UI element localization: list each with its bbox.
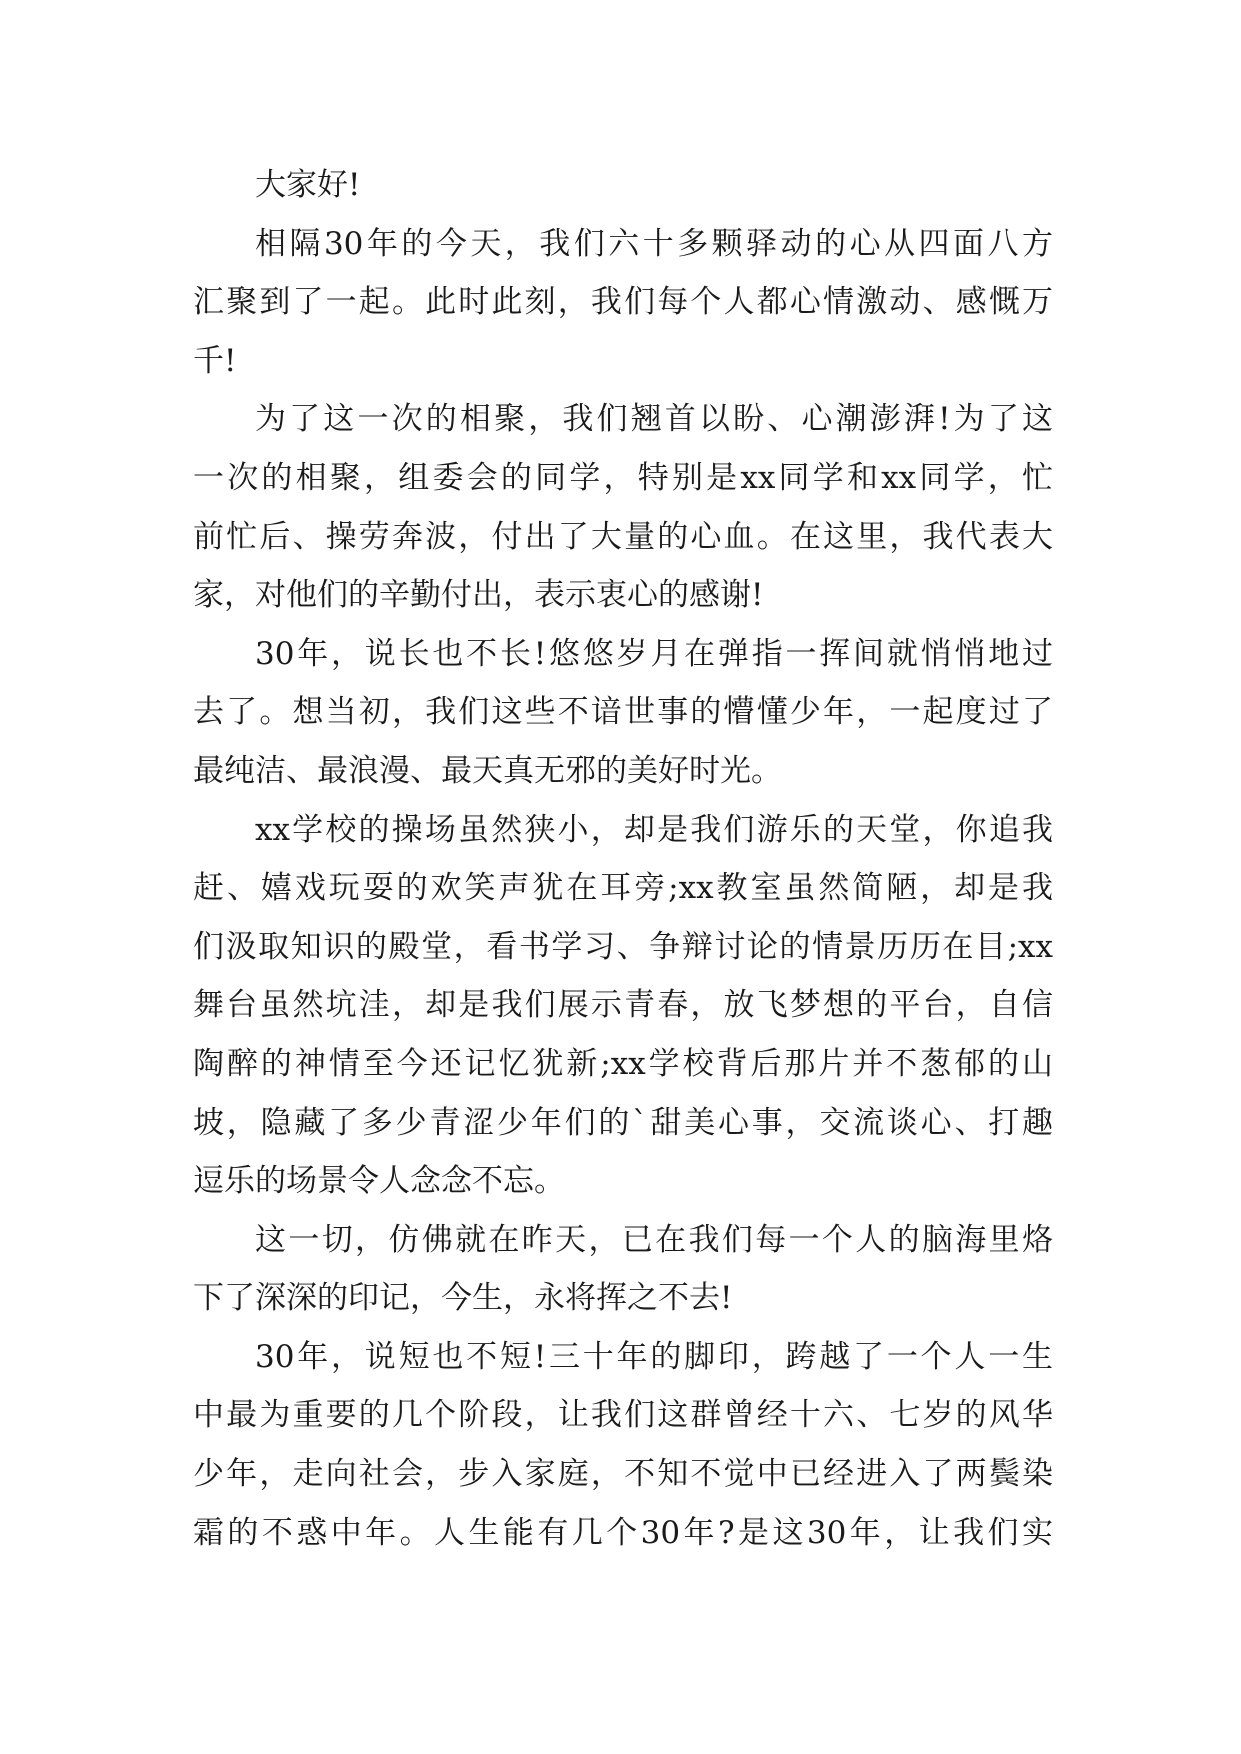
paragraph-5-line-0: 这一切，仿佛就在昨天，已在我们每一个人的脑海里烙 <box>255 1221 1053 1258</box>
paragraph-6-line-0: 30年，说短也不短!三十年的脚印，跨越了一个人一生 <box>255 1338 1053 1375</box>
paragraph-4-line-4: 陶醉的神情至今还记忆犹新;xx学校背后那片并不葱郁的山 <box>193 1045 1053 1082</box>
paragraph-2-line-2: 前忙后、操劳奔波，付出了大量的心血。在这里，我代表大 <box>193 518 1053 555</box>
paragraph-4-line-5: 坡，隐藏了多少青涩少年们的`甜美心事，交流谈心、打趣 <box>193 1104 1053 1141</box>
paragraph-2-line-1: 一次的相聚，组委会的同学，特别是xx同学和xx同学，忙 <box>193 459 1053 496</box>
paragraph-1-line-2: 千! <box>193 342 237 379</box>
paragraph-1-line-0: 相隔30年的今天，我们六十多颗驿动的心从四面八方 <box>255 225 1053 262</box>
paragraph-4-line-2: 们汲取知识的殿堂，看书学习、争辩讨论的情景历历在目;xx <box>193 928 1053 965</box>
paragraph-6-line-1: 中最为重要的几个阶段，让我们这群曾经十六、七岁的风华 <box>193 1397 1053 1434</box>
paragraph-3-line-1: 去了。想当初，我们这些不谙世事的懵懂少年，一起度过了 <box>193 694 1053 731</box>
paragraph-4-line-1: 赶、嬉戏玩耍的欢笑声犹在耳旁;xx教室虽然简陋，却是我 <box>193 870 1053 907</box>
paragraph-5-line-1: 下了深深的印记，今生，永将挥之不去! <box>193 1280 733 1317</box>
paragraph-4-line-0: xx学校的操场虽然狭小，却是我们游乐的天堂，你追我 <box>255 811 1053 848</box>
paragraph-3-line-0: 30年，说长也不长!悠悠岁月在弹指一挥间就悄悄地过 <box>255 635 1053 672</box>
paragraph-0-line-0: 大家好! <box>255 167 361 203</box>
paragraph-6-line-2: 少年，走向社会，步入家庭，不知不觉中已经进入了两鬓染 <box>193 1456 1053 1493</box>
paragraph-4-line-3: 舞台虽然坑洼，却是我们展示青春，放飞梦想的平台，自信 <box>193 987 1053 1024</box>
paragraph-4-line-6: 逗乐的场景令人念念不忘。 <box>193 1163 565 1200</box>
paragraph-1-line-1: 汇聚到了一起。此时此刻，我们每个人都心情激动、感慨万 <box>193 284 1053 321</box>
paragraph-6-line-3: 霜的不惑中年。人生能有几个30年?是这30年，让我们实 <box>193 1514 1053 1551</box>
paragraph-2-line-0: 为了这一次的相聚，我们翘首以盼、心潮澎湃!为了这 <box>255 401 1053 438</box>
speech-text <box>193 156 1053 1562</box>
paragraph-3-line-2: 最纯洁、最浪漫、最天真无邪的美好时光。 <box>193 752 782 789</box>
paragraph-2-line-3: 家，对他们的辛勤付出，表示衷心的感谢! <box>193 577 764 614</box>
